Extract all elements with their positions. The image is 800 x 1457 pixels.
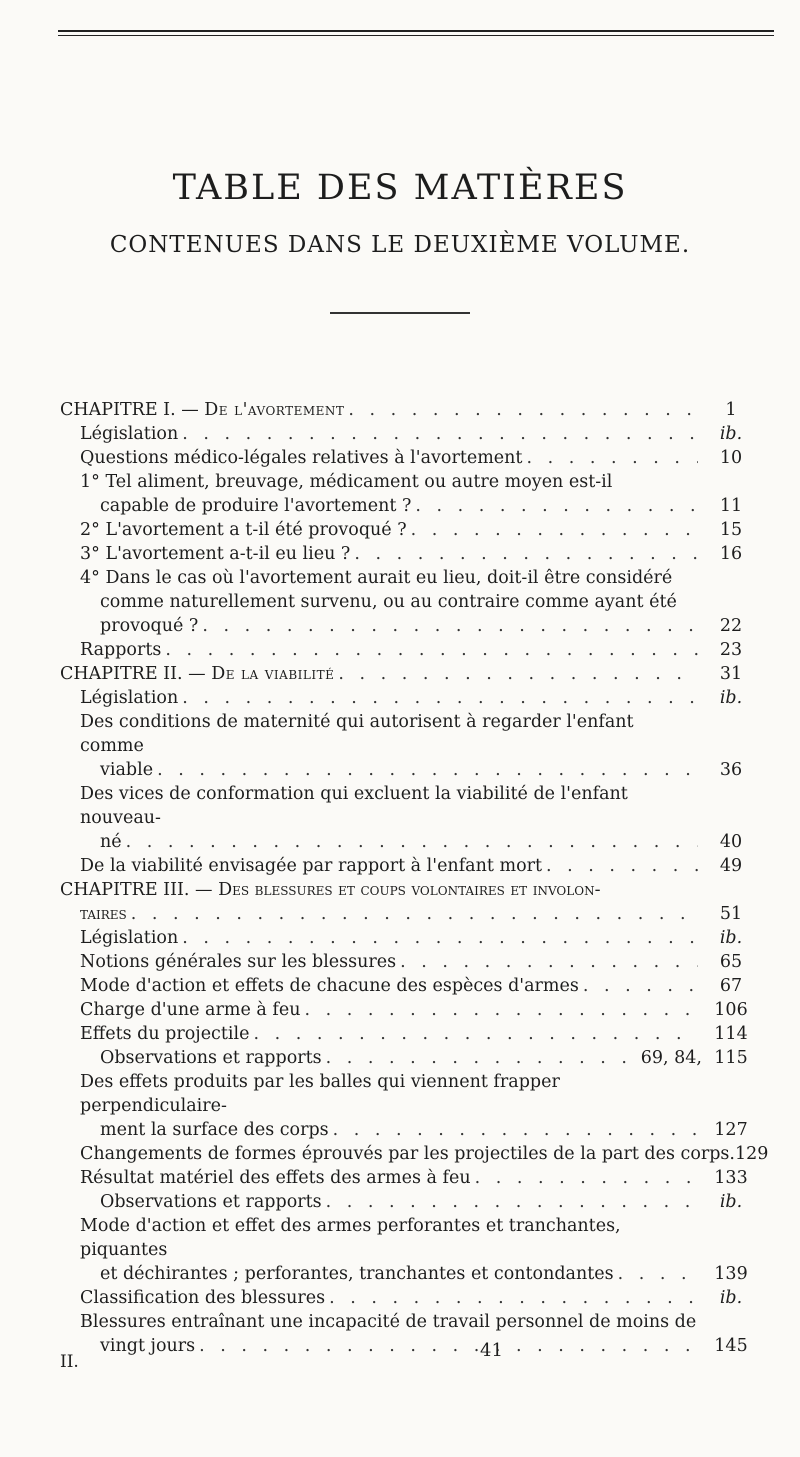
toc-entry[interactable]: [60, 542, 760, 566]
page-number: ib.: [719, 1192, 743, 1212]
entry-text-line: Mode d'action et effet des armes perforantes et tranchantes, piquantes: [80, 1216, 621, 1260]
page-number: 16: [719, 544, 743, 564]
entry-text: Résultat matériel des effets des armes à feu: [80, 1168, 471, 1188]
entry-text: vingt jours: [100, 1336, 196, 1356]
toc-entry[interactable]: [60, 1286, 760, 1310]
toc-entry[interactable]: [60, 1310, 760, 1358]
entry-text: Charge d'une arme à feu: [80, 1000, 301, 1020]
entry-text: Législation: [80, 928, 179, 948]
page-number: ib.: [719, 1288, 743, 1308]
chapter-label: CHAPITRE II. —: [60, 664, 206, 684]
page-number: ib.: [719, 928, 743, 948]
chapter-title: De l'avortement: [204, 400, 345, 420]
chapter-label: CHAPITRE I. —: [60, 400, 199, 420]
toc-entry[interactable]: [60, 782, 760, 854]
page-number: 1: [725, 400, 737, 420]
extra-page-refs: 69, 84,: [640, 1048, 702, 1068]
toc-entry[interactable]: [60, 422, 760, 446]
page-title: TABLE DES MATIÈRES: [172, 168, 628, 208]
entry-text: viable: [100, 760, 154, 780]
toc-entry[interactable]: [60, 1022, 760, 1046]
page-number: 129: [734, 1144, 769, 1164]
top-rule-thin: [58, 35, 774, 36]
toc-entry[interactable]: [60, 926, 760, 950]
toc-chapter-2[interactable]: [60, 662, 760, 686]
toc-entry[interactable]: [60, 638, 760, 662]
toc-entry[interactable]: [60, 710, 760, 782]
page-number: 22: [719, 616, 743, 636]
toc-entry[interactable]: [60, 1190, 760, 1214]
page-number: 115: [714, 1048, 748, 1068]
page-number: 65: [719, 952, 743, 972]
chapter-title-line: Des blessures et coups volontaires et involon-: [218, 880, 601, 900]
entry-text-line: Des vices de conformation qui excluent la viabilité de l'enfant nouveau-: [80, 784, 628, 828]
entry-text-line: 1° Tel aliment, breuvage, médicament ou autre moyen est-il: [80, 472, 613, 492]
page-number: 36: [719, 760, 743, 780]
page-number: 40: [719, 832, 743, 852]
entry-text: 3° L'avortement a-t-il eu lieu ?: [80, 544, 351, 564]
toc-entry[interactable]: [60, 518, 760, 542]
entry-text: Mode d'action et effets de chacune des espèces d'armes: [80, 976, 579, 996]
entry-text-line: Des conditions de maternité qui autorisent à regarder l'enfant comme: [80, 712, 634, 756]
chapter-title: De la viabilité: [211, 664, 335, 684]
entry-text: 2° L'avortement a t-il été provoqué ?: [80, 520, 407, 540]
entry-text: et déchirantes ; perforantes, tranchantes et contondantes: [100, 1264, 614, 1284]
page-number: 15: [719, 520, 743, 540]
toc-entry[interactable]: [60, 566, 760, 638]
page-number: 145: [714, 1336, 748, 1356]
page-number: 49: [719, 856, 743, 876]
toc-entry[interactable]: [60, 998, 760, 1022]
volume-footer: II.: [60, 1352, 79, 1372]
top-rule-thick: [58, 30, 774, 32]
page-number: 11: [719, 496, 743, 516]
entry-text: né: [100, 832, 122, 852]
entry-text: ment la surface des corps: [100, 1120, 329, 1140]
chapter-label: CHAPITRE III. —: [60, 880, 213, 900]
page-number: 139: [714, 1264, 748, 1284]
page-number: 106: [714, 1000, 748, 1020]
entry-text: Classification des blessures: [80, 1288, 326, 1308]
page-number: 31: [719, 664, 743, 684]
entry-text: Législation: [80, 424, 179, 444]
entry-text: Législation: [80, 688, 179, 708]
entry-text: Notions générales sur les blessures: [80, 952, 397, 972]
toc-entry[interactable]: [60, 974, 760, 998]
page-number: 67: [719, 976, 743, 996]
page-number: 51: [719, 904, 743, 924]
entry-text: Rapports: [80, 640, 162, 660]
entry-text: Observations et rapports: [100, 1192, 322, 1212]
page-number: ib.: [719, 424, 743, 444]
entry-text: capable de produire l'avortement ?: [100, 496, 412, 516]
page-number: 127: [714, 1120, 748, 1140]
page-number: 114: [714, 1024, 748, 1044]
entry-text: De la viabilité envisagée par rapport à l'enfant mort: [80, 856, 543, 876]
entry-text: Changements de formes éprouvés par les projectiles de la part des corps.: [80, 1144, 735, 1164]
toc-entry[interactable]: [60, 1142, 769, 1166]
toc-entry[interactable]: [60, 854, 760, 878]
entry-text-line: comme naturellement survenu, ou au contraire comme ayant été: [100, 592, 677, 612]
toc-chapter-1[interactable]: [60, 398, 760, 422]
entry-text-line: Blessures entraînant une incapacité de travail personnel de moins de: [80, 1312, 697, 1332]
toc-entry[interactable]: [60, 446, 760, 470]
entry-text-line: 4° Dans le cas où l'avortement aurait eu lieu, doit-il être considéré: [80, 568, 673, 588]
chapter-title: taires: [80, 904, 127, 924]
entry-text: Questions médico-légales relatives à l'avortement: [80, 448, 523, 468]
toc-entry[interactable]: [60, 1214, 760, 1286]
page-subtitle: CONTENUES DANS LE DEUXIÈME VOLUME.: [109, 232, 691, 258]
page-number: ib.: [719, 688, 743, 708]
entry-text: provoqué ?: [100, 616, 199, 636]
entry-text: Effets du projectile: [80, 1024, 250, 1044]
signature-mark: 41: [480, 1340, 503, 1361]
title-divider: [330, 312, 470, 314]
entry-text: Observations et rapports: [100, 1048, 322, 1068]
table-of-contents: [60, 398, 769, 1358]
toc-entry[interactable]: [60, 1166, 760, 1190]
page-number: 10: [719, 448, 743, 468]
entry-text-line: Des effets produits par les balles qui viennent frapper perpendiculaire-: [80, 1072, 560, 1116]
toc-entry[interactable]: [60, 686, 760, 710]
page-number: 23: [719, 640, 743, 660]
toc-entry[interactable]: [60, 1046, 760, 1070]
toc-entry[interactable]: [60, 1070, 760, 1142]
toc-entry[interactable]: [60, 950, 760, 974]
page-number: 133: [714, 1168, 748, 1188]
toc-entry[interactable]: [60, 470, 760, 518]
toc-chapter-3[interactable]: [60, 878, 760, 926]
